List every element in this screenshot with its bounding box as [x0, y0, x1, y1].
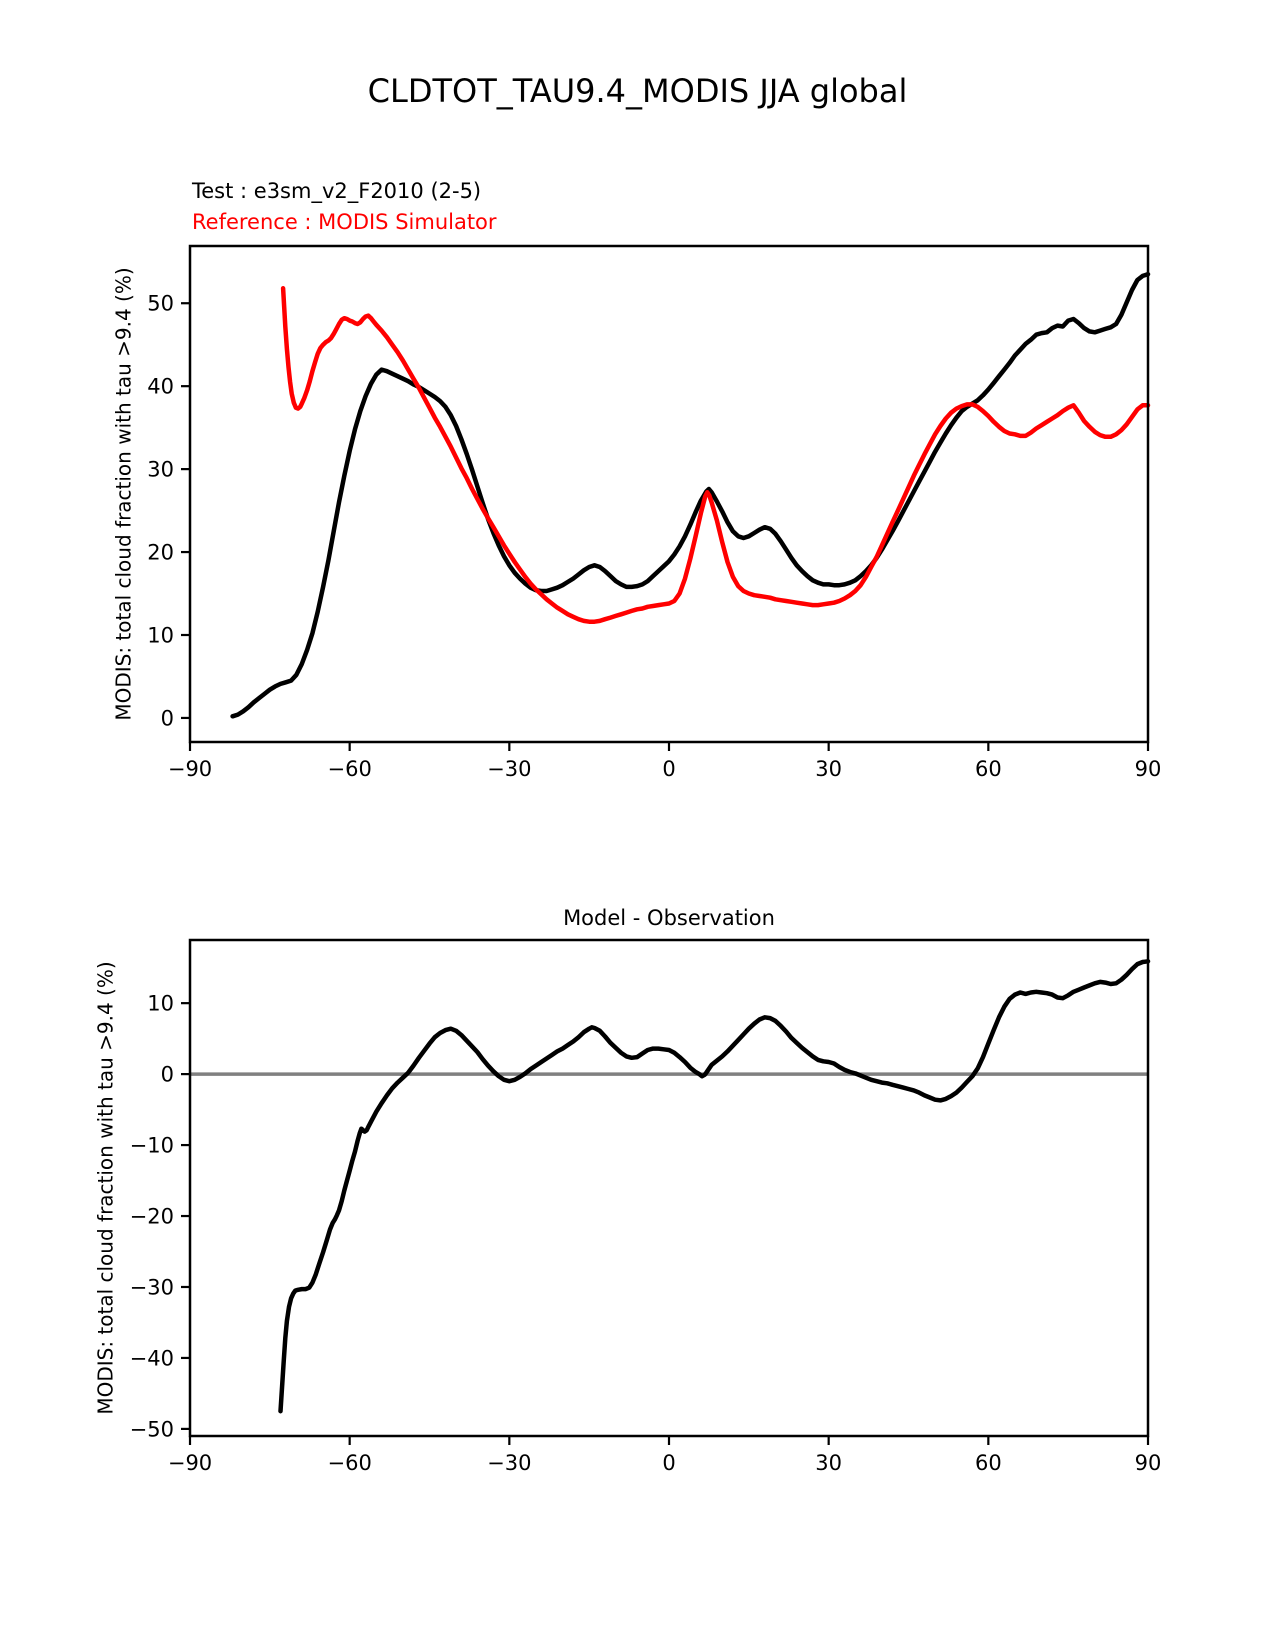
- y-tick-label: −50: [129, 1417, 174, 1442]
- bottom-chart-y-axis-label: [91, 940, 121, 1436]
- axes-spines: [190, 940, 1148, 1436]
- y-tick-label: 10: [147, 623, 174, 648]
- y-tick-label: 30: [147, 457, 174, 482]
- y-tick-label: 20: [147, 540, 174, 565]
- x-tick-label: −90: [167, 1451, 213, 1475]
- x-tick-label: 0: [662, 757, 676, 781]
- series-line-0: [233, 274, 1148, 716]
- y-tick-label: 50: [147, 291, 174, 316]
- page-title: CLDTOT_TAU9.4_MODIS JJA global: [367, 72, 908, 110]
- x-tick-label: 90: [1134, 1451, 1162, 1475]
- series-line-1: [283, 288, 1148, 621]
- bottom-chart-y-axis-label-text: MODIS: total cloud fraction with tau >9.4 (%): [94, 961, 118, 1415]
- y-tick-label: 40: [147, 374, 174, 399]
- y-tick-label: −10: [129, 1133, 174, 1158]
- top-chart-canvas: [147, 246, 1162, 781]
- x-tick-label: 30: [815, 1451, 843, 1475]
- legend-test-label: Test : e3sm_v2_F2010 (2-5): [192, 179, 482, 203]
- x-tick-label: −60: [327, 757, 372, 781]
- x-tick-label: −30: [487, 1451, 532, 1475]
- x-tick-label: 30: [815, 757, 843, 781]
- bottom-chart-title: Model - Observation: [563, 906, 775, 930]
- legend: [192, 176, 497, 238]
- top-chart-y-axis-label: [109, 246, 139, 742]
- y-tick-label: 10: [147, 991, 174, 1016]
- y-tick-label: −30: [129, 1275, 174, 1300]
- x-tick-label: −60: [327, 1451, 372, 1475]
- top-chart-y-axis-label-text: MODIS: total cloud fraction with tau >9.4 (%): [112, 267, 136, 721]
- y-tick-label: −20: [129, 1204, 174, 1229]
- x-tick-label: −30: [487, 757, 532, 781]
- series-line-0: [281, 961, 1149, 1411]
- x-tick-label: 60: [974, 1451, 1002, 1475]
- y-tick-label: 0: [160, 706, 174, 731]
- chart-svg: [147, 246, 1162, 781]
- x-tick-label: 90: [1134, 757, 1162, 781]
- legend-reference-label: Reference : MODIS Simulator: [192, 210, 497, 234]
- y-tick-label: −40: [129, 1346, 174, 1371]
- bottom-chart-canvas: [129, 940, 1162, 1475]
- y-tick-label: 0: [160, 1062, 174, 1087]
- x-tick-label: −90: [167, 757, 213, 781]
- x-tick-label: 60: [974, 757, 1002, 781]
- axes-spines: [190, 246, 1148, 742]
- chart-svg: [129, 940, 1162, 1475]
- x-tick-label: 0: [662, 1451, 676, 1475]
